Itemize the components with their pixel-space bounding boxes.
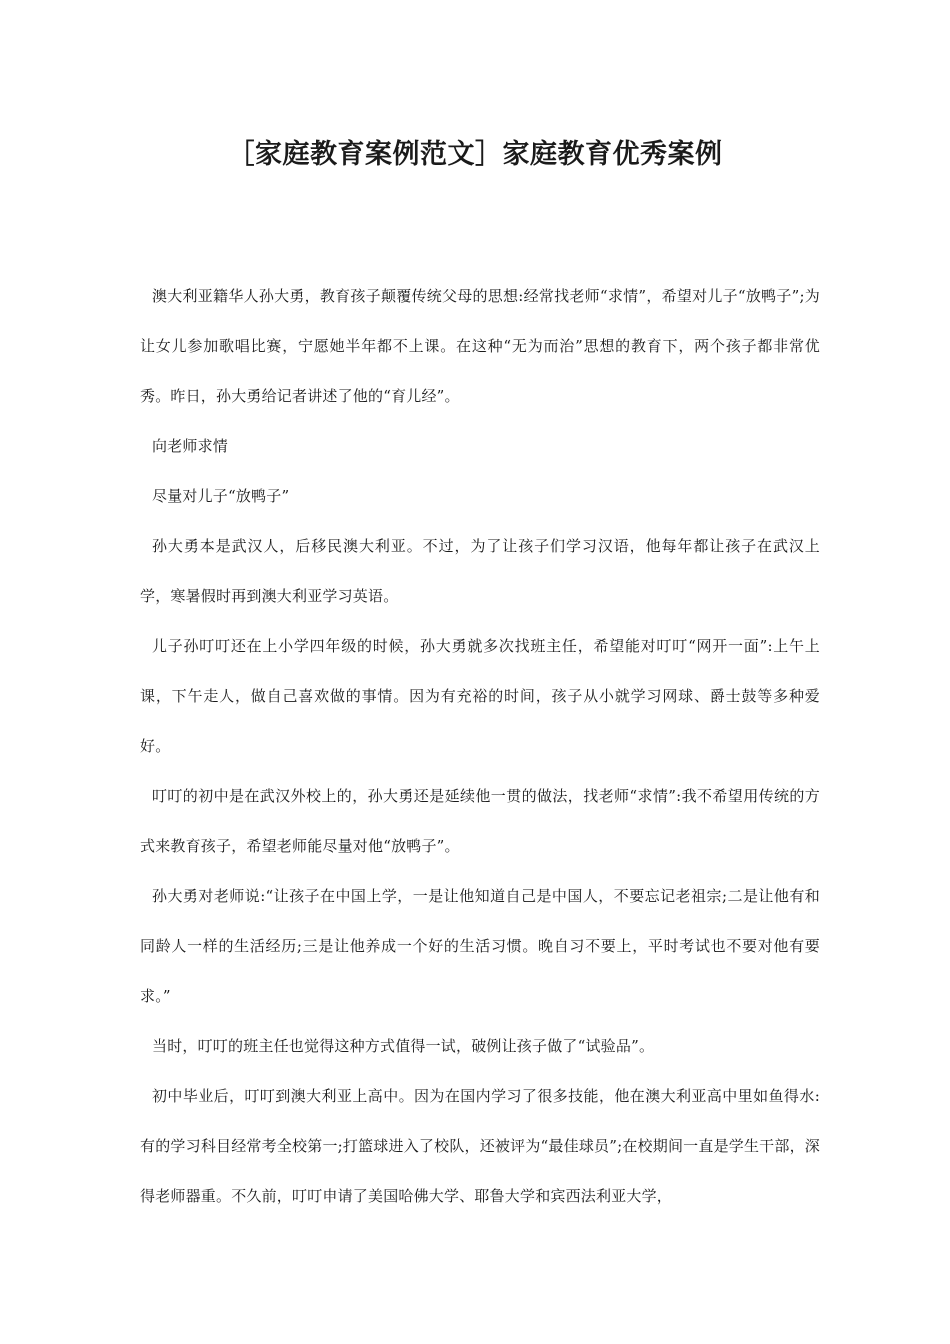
document-body: [140, 271, 820, 1221]
document-title: ［家庭教育案例范文］家庭教育优秀案例: [227, 139, 723, 171]
paragraph: 儿子孙叮叮还在上小学四年级的时候，孙大勇就多次找班主任，希望能对叮叮“网开一面”:上午上课，下午走人，做自己喜欢做的事情。因为有充裕的时间，孩子从小就学习网球、爵士鼓等多种爱好。: [140, 637, 820, 755]
paragraph-intro: 澳大利亚籍华人孙大勇，教育孩子颠覆传统父母的思想:经常找老师“求情”，希望对儿子“放鸭子”;为让女儿参加歌唱比赛，宁愿她半年都不上课。在这种“无为而治”思想的教育下，两个孩子都非常优秀。昨日，孙大勇给记者讲述了他的“育儿经”。: [140, 287, 820, 405]
paragraph: 当时，叮叮的班主任也觉得这种方式值得一试，破例让孩子做了“试验品”。: [152, 1037, 655, 1055]
paragraph: 孙大勇本是武汉人，后移民澳大利亚。不过，为了让孩子们学习汉语，他每年都让孩子在武汉上学，寒暑假时再到澳大利亚学习英语。: [140, 537, 820, 605]
subheading-2: 尽量对儿子“放鸭子”: [152, 487, 290, 505]
paragraph: 孙大勇对老师说:“让孩子在中国上学，一是让他知道自己是中国人，不要忘记老祖宗;二是让他有和同龄人一样的生活经历;三是让他养成一个好的生活习惯。晚自习不要上，平时考试也不要对他有要求。”: [140, 887, 820, 1005]
paragraph: 叮叮的初中是在武汉外校上的，孙大勇还是延续他一贯的做法，找老师“求情”:我不希望用传统的方式来教育孩子，希望老师能尽量对他“放鸭子”。: [140, 787, 820, 855]
subheading-1: 向老师求情: [152, 437, 229, 455]
paragraph: 初中毕业后，叮叮到澳大利亚上高中。因为在国内学习了很多技能，他在澳大利亚高中里如鱼得水:有的学习科目经常考全校第一;打篮球进入了校队，还被评为“最佳球员”;在校期间一直是学生干部，深得老师器重。不久前，叮叮申请了美国哈佛大学、耶鲁大学和宾西法利亚大学，: [140, 1087, 820, 1205]
